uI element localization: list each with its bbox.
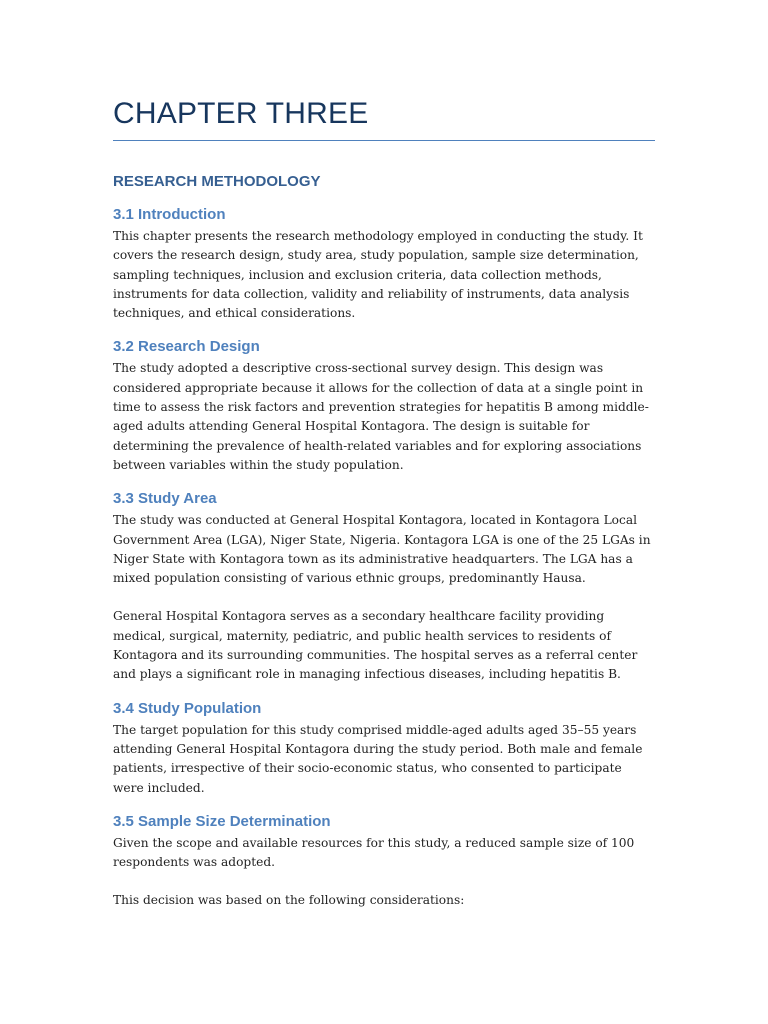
section-heading: 3.1 Introduction (113, 206, 226, 223)
section-heading: 3.5 Sample Size Determination (113, 812, 331, 830)
section-heading: 3.2 Research Design (113, 338, 260, 356)
section-heading: 3.4 Study Population (113, 699, 262, 717)
section-paragraph: The study adopted a descriptive cross-sectional survey design. This design was considered appropriate because it allows for the collection of data at a single point in time to assess the risk factors and prevention strategies for hepatitis B among middle-aged adults attending General Hospital Kontagora. The design is suitable for determining the prevalence of health-related variables and for exploring associations between variables within the study population. (113, 361, 649, 472)
part-heading: RESEARCH METHODOLOGY (113, 173, 321, 190)
section-paragraph: Given the scope and available resources for this study, a reduced sample size of 100 respondents was adopted. (113, 835, 635, 870)
section-paragraph: This chapter presents the research methodology employed in conducting the study. It covers the research design, study area, study population, sample size determination, sampling techniques, inclusion and exclusion criteria, data collection methods, instruments for data collection, validity and reliability of instruments, data analysis techniques, and ethical considerations. (113, 229, 643, 321)
section-paragraph: The target population for this study comprised middle-aged adults aged 35–55 years attending General Hospital Kontagora during the study period. Both male and female patients, irrespective of their socio-economic status, who consented to participate were included. (113, 722, 643, 795)
chapter-title: CHAPTER THREE (113, 96, 655, 141)
section-sample-size (113, 812, 655, 911)
section-heading: 3.3 Study Area (113, 490, 217, 508)
page-content (113, 96, 655, 911)
section-paragraph: General Hospital Kontagora serves as a secondary healthcare facility providing medical, surgical, maternity, pediatric, and public health services to residents of Kontagora and its surrounding communities. The hospital serves as a referral center and plays a significant role in managing infectious diseases, including hepatitis B. (113, 609, 638, 682)
section-study-population (113, 699, 655, 798)
section-introduction (113, 205, 655, 323)
section-research-design (113, 337, 655, 475)
section-paragraph: The study was conducted at General Hospital Kontagora, located in Kontagora Local Government Area (LGA), Niger State, Nigeria. Kontagora LGA is one of the 25 LGAs in Niger State with Kontagora town as its administrative headquarters. The LGA has a mixed population consisting of various ethnic groups, predominantly Hausa. (113, 513, 651, 586)
section-paragraph: This decision was based on the following considerations: (113, 893, 465, 908)
section-study-area (113, 489, 655, 684)
